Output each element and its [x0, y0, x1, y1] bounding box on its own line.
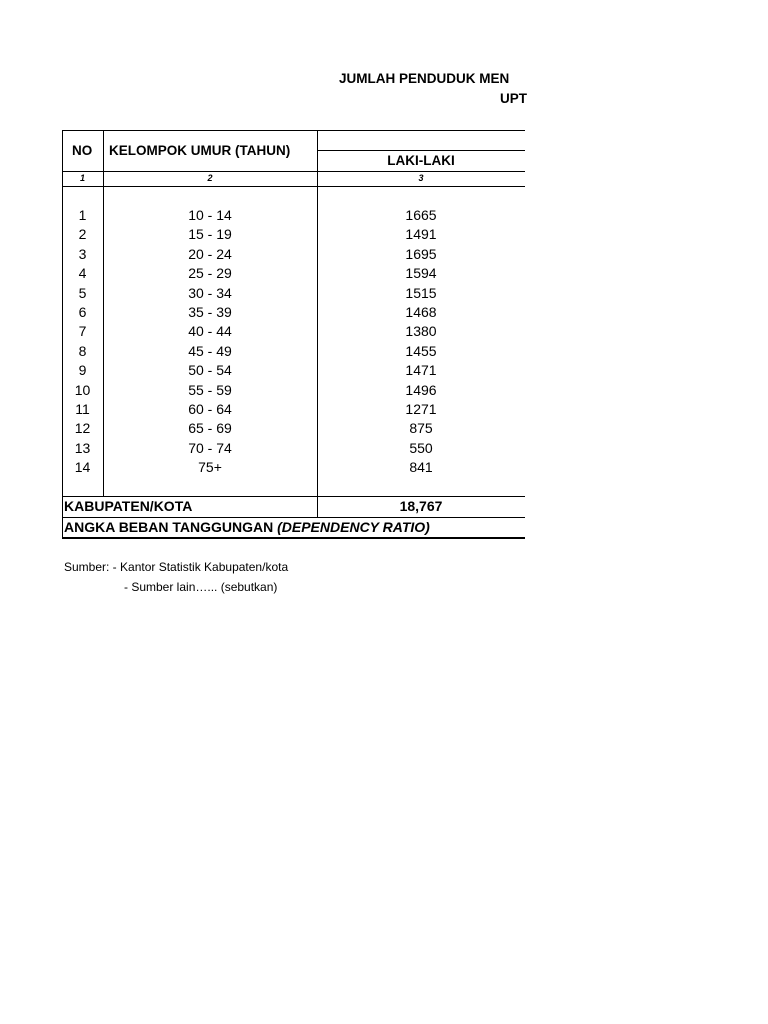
total-row-top [62, 496, 525, 497]
header-no: NO [72, 143, 93, 158]
total-male-value: 18,767 [399, 498, 443, 514]
row-age-group: 20 - 24 [188, 245, 232, 262]
row-male-count: 875 [409, 420, 433, 437]
document-title-line1: JUMLAH PENDUDUK MEN [339, 71, 510, 86]
row-age-group: 45 - 49 [188, 342, 232, 359]
row-male-count: 1496 [405, 381, 437, 398]
row-age-group: 10 - 14 [188, 207, 232, 223]
table-bottom-border [62, 537, 525, 539]
row-no: 8 [78, 342, 87, 359]
row-age-group: 35 - 39 [188, 304, 232, 320]
row-no: 5 [78, 284, 87, 301]
total-label: KABUPATEN/KOTA [64, 498, 193, 514]
header-bottom-border [62, 171, 525, 172]
row-male-count: 1271 [405, 401, 437, 417]
row-age-group: 30 - 34 [188, 284, 232, 301]
source-note-line1: Sumber: - Kantor Statistik Kabupaten/kota [64, 560, 289, 574]
row-age-group: 40 - 44 [188, 323, 232, 340]
row-age-group: 55 - 59 [188, 381, 232, 398]
row-age-group: 50 - 54 [188, 362, 232, 379]
column-index-3: 3 [418, 173, 424, 183]
dependency-ratio-label [64, 519, 430, 535]
row-male-count: 1491 [405, 226, 437, 243]
row-male-count: 1515 [405, 284, 437, 301]
row-age-group: 25 - 29 [188, 265, 232, 282]
row-no: 11 [75, 401, 90, 417]
header-male: LAKI-LAKI [387, 153, 455, 168]
row-age-group: 15 - 19 [188, 226, 232, 243]
row-male-count: 1594 [405, 265, 437, 282]
row-age-group: 75+ [198, 459, 222, 476]
row-no: 6 [78, 304, 87, 320]
document-title-line2: UPT [500, 91, 527, 106]
row-no: 14 [74, 459, 91, 476]
row-no: 9 [78, 362, 87, 379]
dependency-row-top [62, 517, 525, 518]
row-no: 3 [78, 245, 87, 262]
row-age-group: 60 - 64 [188, 401, 232, 417]
row-male-count: 1468 [405, 304, 437, 320]
row-male-count: 1455 [405, 342, 437, 359]
row-male-count: 841 [409, 459, 433, 476]
row-no: 2 [78, 226, 87, 243]
table-top-border [62, 130, 525, 131]
male-header-top [317, 150, 525, 151]
row-male-count: 1380 [405, 323, 437, 340]
header-age-group: KELOMPOK UMUR (TAHUN) [109, 143, 291, 158]
row-no: 12 [74, 420, 91, 437]
row-male-count: 550 [409, 439, 433, 456]
row-no: 4 [78, 265, 87, 282]
row-male-count: 1695 [405, 245, 437, 262]
row-age-group: 65 - 69 [188, 420, 232, 437]
row-male-count: 1471 [405, 362, 437, 379]
row-no: 7 [78, 323, 87, 340]
source-note-line2: - Sumber lain…... (sebutkan) [124, 580, 278, 594]
column-index-2: 2 [207, 173, 213, 183]
column-index-1: 1 [79, 173, 85, 183]
row-male-count: 1665 [405, 207, 437, 223]
row-no: 10 [74, 381, 91, 398]
index-row-bottom [62, 186, 525, 187]
dependency-label-text: ANGKA BEBAN TANGGUNGAN [64, 519, 278, 535]
row-no: 1 [78, 207, 87, 223]
row-age-group: 70 - 74 [188, 439, 232, 456]
row-no: 13 [74, 439, 91, 456]
dependency-label-italic: (DEPENDENCY RATIO) [277, 519, 430, 535]
